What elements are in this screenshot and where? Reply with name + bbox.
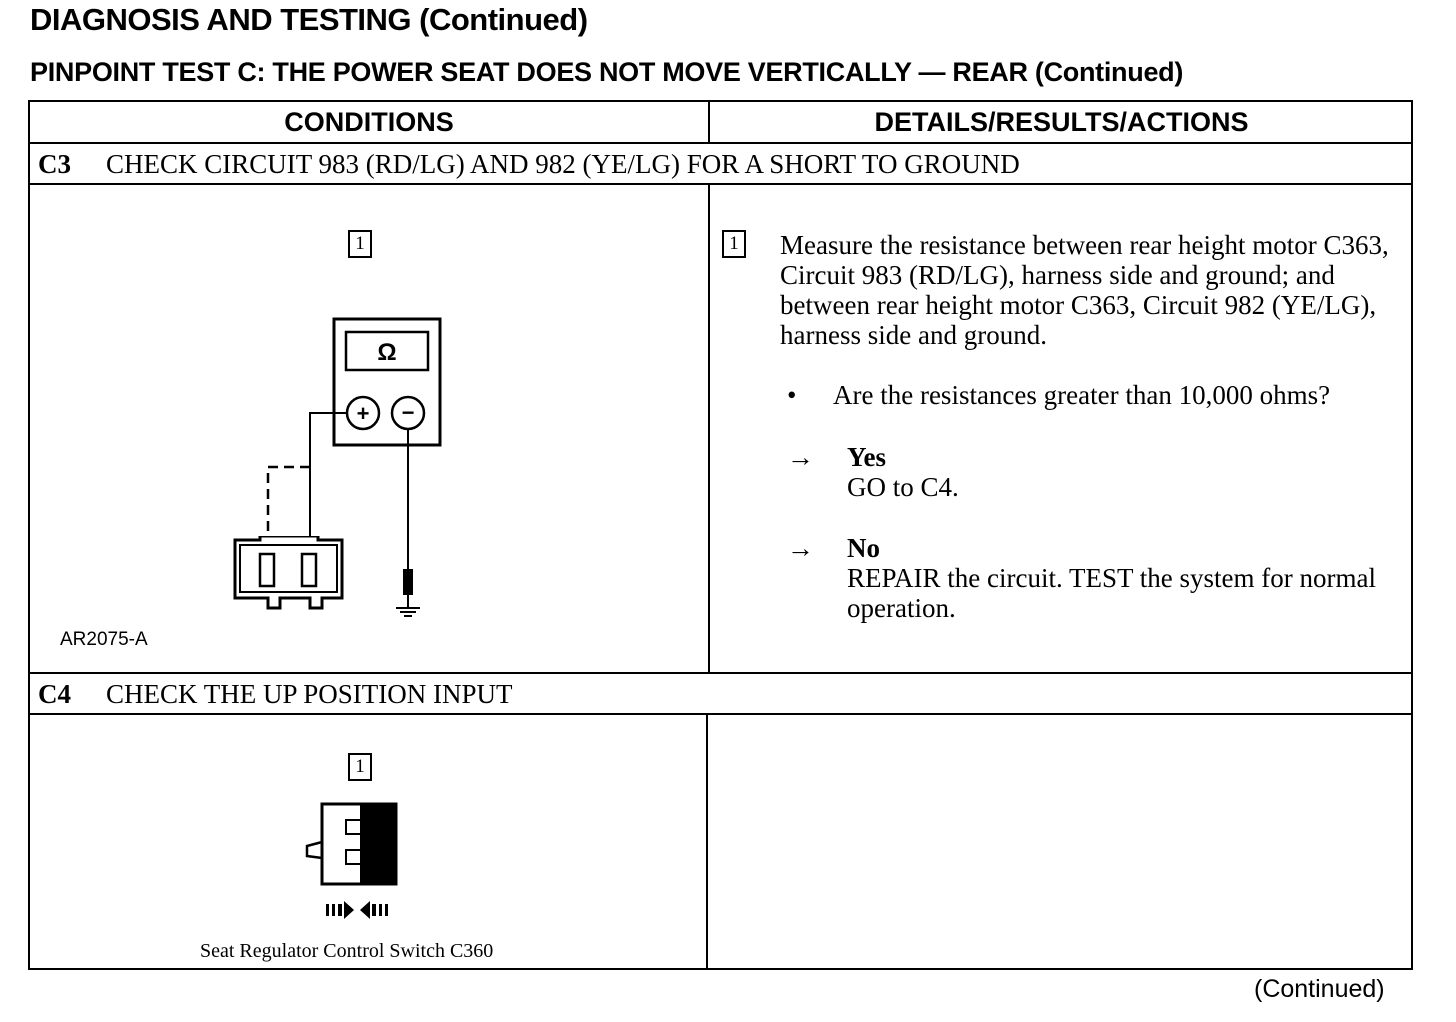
- c3-detail-number: 1: [722, 230, 746, 258]
- c3-figure-number: 1: [348, 230, 372, 258]
- connector-pin-983: [260, 554, 274, 586]
- answer-no-label: No: [847, 533, 880, 563]
- step-c3-header: [38, 144, 1020, 184]
- arrow-icon: →: [787, 442, 814, 472]
- pinpoint-test-table: [28, 100, 1413, 970]
- arrow-icon: →: [787, 533, 814, 563]
- step-c4-title: CHECK THE UP POSITION INPUT: [106, 679, 513, 709]
- arrow-right-icon: [344, 901, 354, 919]
- step-c4-id: C4: [38, 679, 71, 709]
- c3-detail-text: Measure the resistance between rear height motor C363, Circuit 983 (RD/LG), harness side and ground; and between rear height motor C363, Circuit 982 (YE/LG), harness side and ground.: [780, 230, 1389, 350]
- minus-symbol: −: [401, 400, 415, 425]
- c4-figure-number: 1: [348, 753, 372, 781]
- arrow-mark-2: [332, 904, 335, 916]
- answer-yes-label: Yes: [847, 442, 886, 472]
- c3-question: [787, 380, 1330, 410]
- arrow-mark-5: [379, 904, 382, 916]
- connector-housing: [235, 536, 342, 608]
- plus-symbol: +: [356, 401, 370, 426]
- answer-yes-action: GO to C4.: [847, 472, 959, 502]
- arrow-mark-6: [385, 904, 388, 916]
- page-title: DIAGNOSIS AND TESTING (Continued): [30, 2, 588, 37]
- c3-question-text: Are the resistances greater than 10,000 ohms?: [833, 380, 1331, 410]
- switch-connector-c360-diagram: [302, 798, 412, 924]
- minus-probe-icon: [403, 569, 413, 595]
- switch-body-dark: [360, 804, 396, 884]
- column-divider-c4: [706, 713, 708, 970]
- arrow-mark-3: [338, 904, 342, 916]
- step-c3-title: CHECK CIRCUIT 983 (RD/LG) AND 982 (YE/LG) FOR A SHORT TO GROUND: [106, 149, 1020, 179]
- connector-pin-982: [302, 554, 316, 586]
- column-header-conditions: CONDITIONS: [284, 107, 454, 137]
- connector-c363-diagram: [230, 536, 350, 616]
- arrow-mark-1: [326, 904, 329, 916]
- switch-latch: [307, 842, 322, 858]
- test-title: PINPOINT TEST C: THE POWER SEAT DOES NOT MOVE VERTICALLY — REAR (Continued): [30, 57, 1184, 87]
- answer-no-action: REPAIR the circuit. TEST the system for normal operation.: [847, 563, 1376, 623]
- step-c3-id: C3: [38, 149, 71, 179]
- ohm-symbol: Ω: [377, 339, 397, 366]
- step-c4-header: [38, 674, 513, 714]
- column-divider-c3: [708, 183, 710, 672]
- bullet-icon: •: [787, 380, 797, 410]
- arrow-mark-4: [372, 904, 376, 916]
- switch-caption: Seat Regulator Control Switch C360: [200, 940, 494, 962]
- continued-footer: (Continued): [1254, 975, 1385, 1003]
- figure-code: AR2075-A: [60, 629, 148, 650]
- column-header-details: DETAILS/RESULTS/ACTIONS: [874, 107, 1249, 137]
- arrow-left-icon: [360, 901, 370, 919]
